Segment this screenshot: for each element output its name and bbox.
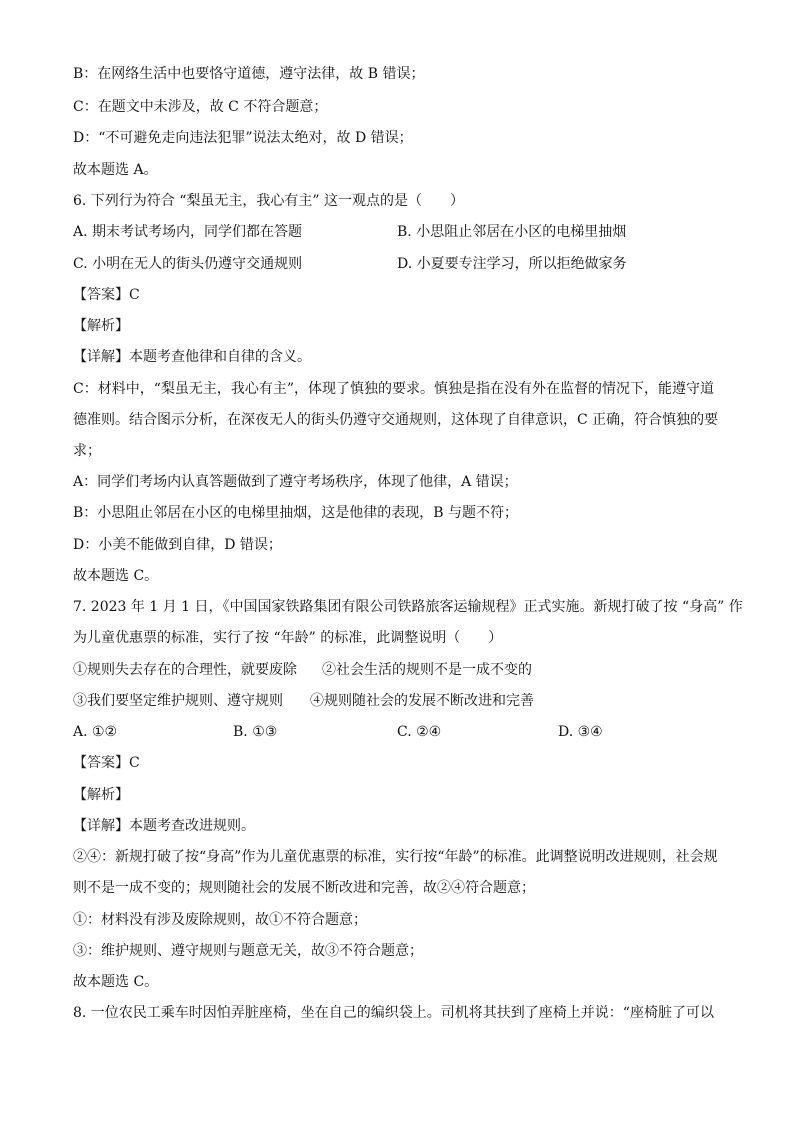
- analysis-label: 【解析】: [73, 318, 129, 334]
- detail-line: 【详解】本题考查改进规则。: [73, 818, 255, 834]
- q7-statement-2: ②社会生活的规则不是一成不变的: [322, 662, 532, 678]
- question-6-stem: 6. 下列行为符合 “梨虽无主，我心有主” 这一观点的是（ ）: [73, 193, 465, 209]
- q7-option-d: D. ③④: [558, 724, 603, 740]
- text-line: B：在网络生活中也要恪守道德，遵守法律，故 B 错误；: [73, 66, 425, 82]
- analysis-label: 【解析】: [73, 787, 129, 803]
- text-line: 德准则。结合图示分析，在深夜无人的街头仍遵守交通规则，这体现了自律意识，C 正确，符合慎独的要: [73, 412, 719, 428]
- text-line: D：小美不能做到自律，D 错误；: [73, 537, 282, 553]
- text-line: 故本题选 A。: [73, 162, 158, 178]
- text-line: ②④：新规打破了按“身高”作为儿童优惠票的标准，实行按“年龄”的标准。此调整说明改进规则，社会规: [73, 849, 718, 865]
- text-line: D：“不可避免走向违法犯罪”说法太绝对，故 D 错误；: [73, 130, 413, 146]
- text-line: ③：维护规则、遵守规则与题意无关，故③不符合题意；: [73, 943, 423, 959]
- text-line: ①：材料没有涉及废除规则，故①不符合题意；: [73, 912, 367, 928]
- q6-option-c: C. 小明在无人的街头仍遵守交通规则: [73, 256, 303, 272]
- q7-option-a: A. ①②: [73, 724, 118, 740]
- q6-option-b: B. 小思阻止邻居在小区的电梯里抽烟: [397, 224, 627, 240]
- text-line: 则不是一成不变的；规则随社会的发展不断改进和完善，故②④符合题意；: [73, 880, 535, 896]
- q7-statement-1: ①规则失去存在的合理性，就要废除: [73, 662, 297, 678]
- text-line: B：小思阻止邻居在小区的电梯里抽烟，这是他律的表现，B 与题不符；: [73, 505, 519, 521]
- question-7-stem-cont: 为儿童优惠票的标准，实行了按 “年龄” 的标准，此调整说明（ ）: [73, 630, 503, 646]
- text-line: 故本题选 C。: [73, 974, 159, 990]
- q7-option-c: C. ②④: [397, 724, 442, 740]
- text-line: C：材料中，“梨虽无主，我心有主”，体现了慎独的要求。慎独是指在没有外在监督的情况下，能遵守道: [73, 381, 715, 397]
- answer-label: 【答案】C: [73, 755, 140, 771]
- q7-statement-3: ③我们要坚定维护规则、遵守规则: [73, 693, 283, 709]
- q7-option-b: B. ①③: [233, 724, 278, 740]
- q6-option-a: A. 期末考试考场内，同学们都在答题: [73, 224, 303, 240]
- question-7-stem: 7. 2023 年 1 月 1 日，《中国国家铁路集团有限公司铁路旅客运输规程》正式实施。新规打破了按 “身高” 作: [73, 599, 743, 615]
- text-line: 故本题选 C。: [73, 568, 159, 584]
- q6-option-d: D. 小夏要专注学习，所以拒绝做家务: [397, 256, 627, 272]
- detail-line: 【详解】本题考查他律和自律的含义。: [73, 349, 311, 365]
- question-8-stem: 8. 一位农民工乘车时因怕弄脏座椅，坐在自己的编织袋上。司机将其扶到了座椅上并说：“座椅脏了可以: [73, 1005, 714, 1021]
- text-line: C：在题文中未涉及，故 C 不符合题意；: [73, 99, 328, 115]
- q7-statement-4: ④规则随社会的发展不断改进和完善: [310, 693, 534, 709]
- answer-label: 【答案】C: [73, 287, 140, 303]
- text-line: 求；: [73, 443, 101, 459]
- text-line: A：同学们考场内认真答题做到了遵守考场秩序，体现了他律，A 错误；: [73, 474, 518, 490]
